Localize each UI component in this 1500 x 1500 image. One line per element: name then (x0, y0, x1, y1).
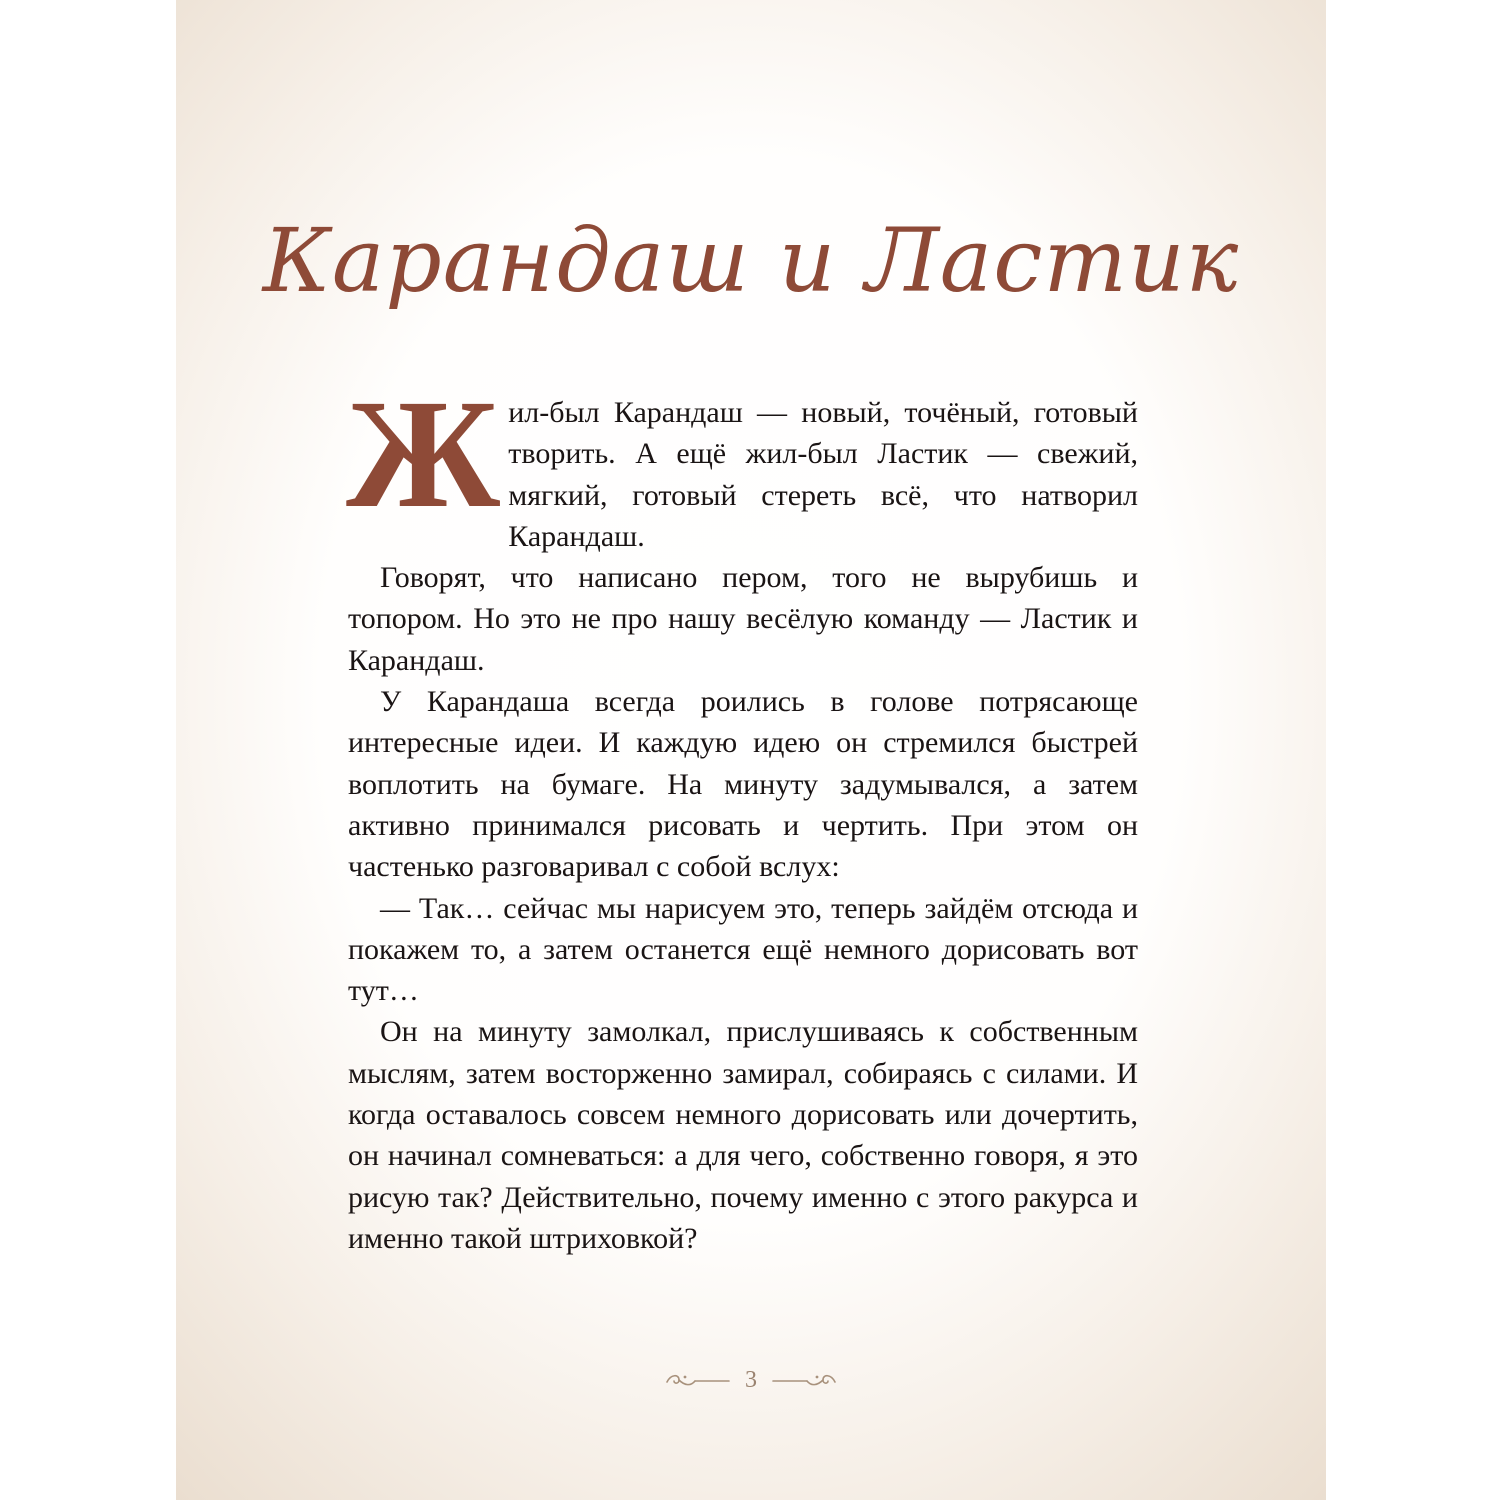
paragraph-5: Он на минуту замолкал, прислушиваясь к собственным мыслям, затем восторженно замирал, собираясь с силами. И когда оставалось совсем немного дорисовать или дочертить, он начинал сомневаться: а для чего, собственно говоря, я это рисую так? Действительно, почему именно с этого ракурса и именно такой штриховкой? (348, 1015, 1138, 1255)
paragraph-3: У Карандаша всегда роились в голове потрясающе интересные идеи. И каждую идею он стремился быстрей воплотить на бумаге. На минуту задумывался, а затем активно принимался рисовать и чертить. При этом он частенько разговаривал с собой вслух: (348, 685, 1138, 884)
flourish-right-icon (771, 1370, 837, 1390)
paragraph-1-text: ил-был Карандаш — новый, точёный, готовый творить. А ещё жил-был Ластик — свежий, мягкий, готовый стереть всё, что натворил Карандаш. (508, 396, 1138, 553)
paragraph-4: — Так… сейчас мы нарисуем это, теперь зайдём отсюда и покажем то, а затем останется ещё немного дорисовать вот тут… (348, 891, 1138, 1008)
book-page (176, 0, 1326, 1500)
drop-cap: Ж (346, 367, 501, 540)
page-number: 3 (745, 1366, 757, 1393)
story-text (346, 367, 1138, 1259)
paragraph-1 (346, 367, 1138, 557)
paragraph-2: Говорят, что написано пером, того не вырубишь и топором. Но это не про нашу весёлую команду — Ластик и Карандаш. (348, 561, 1138, 677)
page-folio (176, 1362, 1326, 1398)
story-title: Карандаш и Ластик (262, 209, 1240, 312)
flourish-left-icon (665, 1370, 731, 1390)
